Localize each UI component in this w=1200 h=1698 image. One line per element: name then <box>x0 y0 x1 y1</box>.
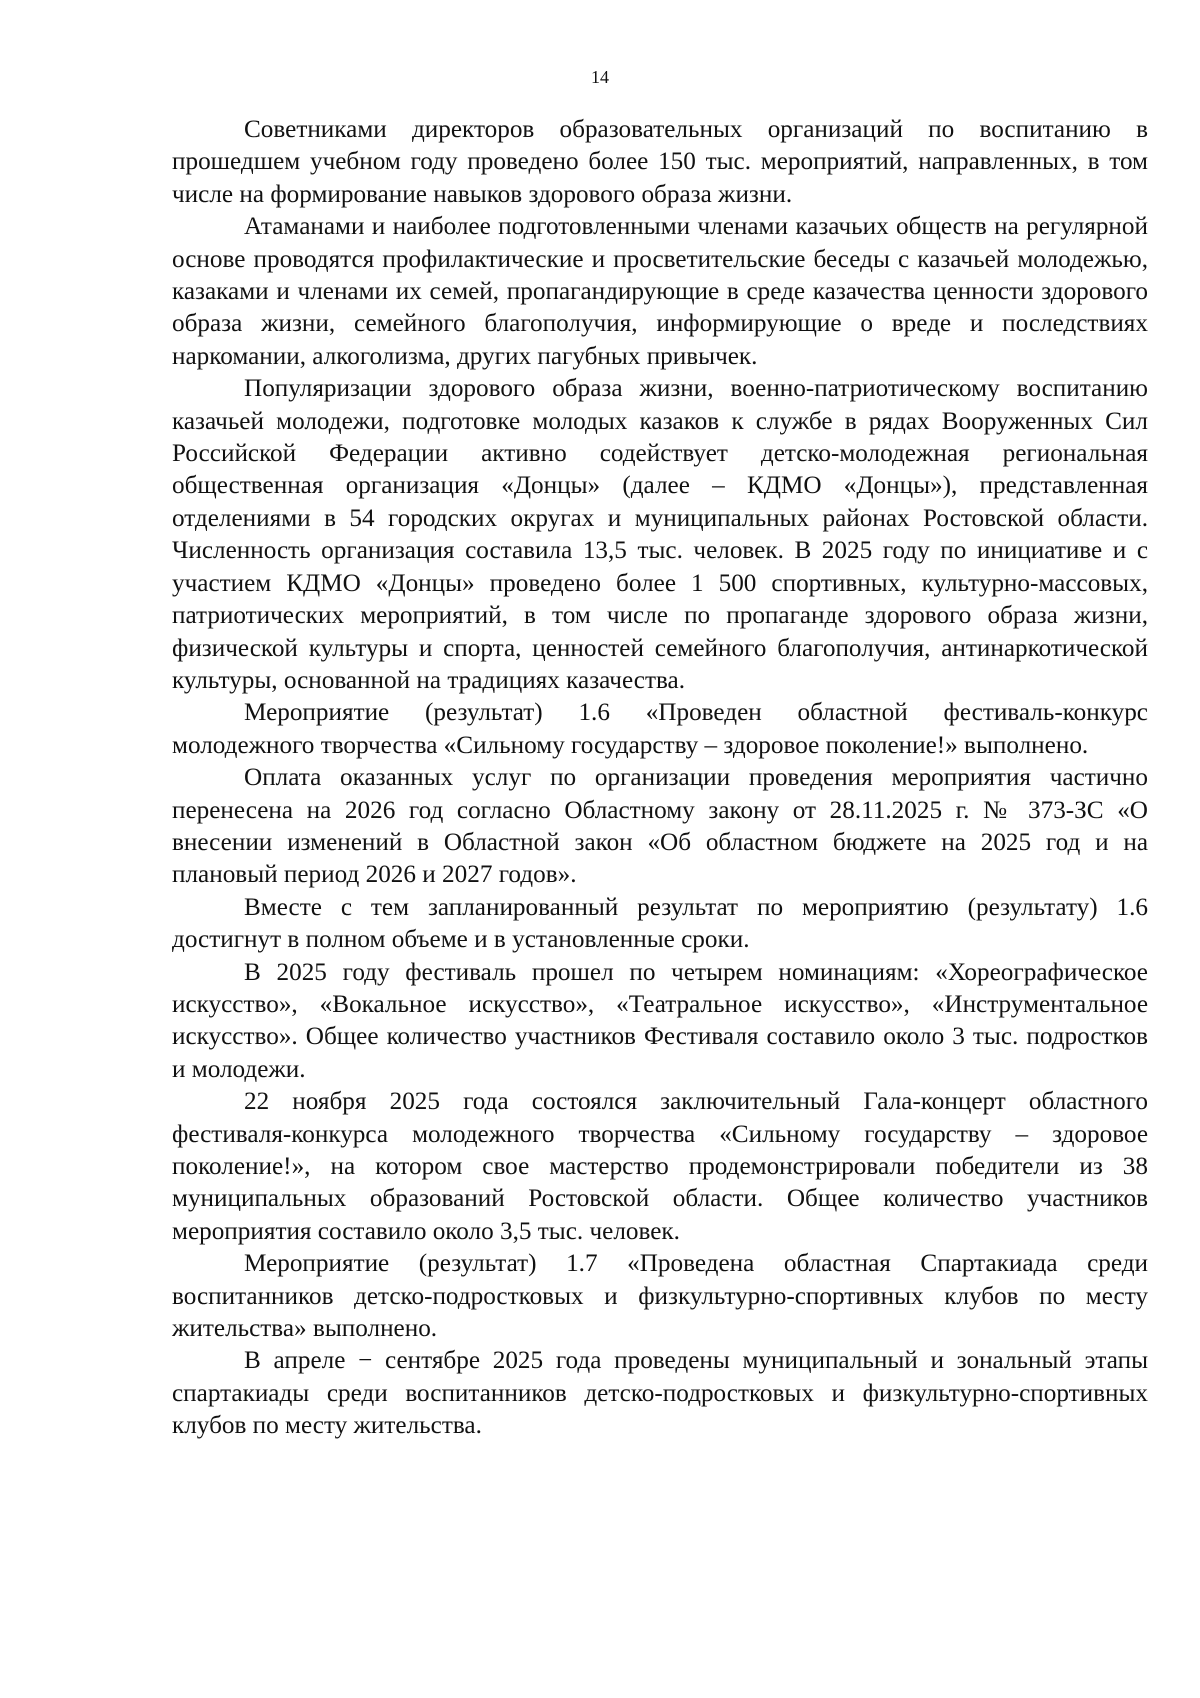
paragraph-gala-concert: 22 ноября 2025 года состоялся заключительный Гала-концерт областного фестиваля-конкурса молодежного творчества «Сильному государству – здоровое поколение!», на котором свое мастерство продемонстрировали победители из 38 муниципальных образований Ростовской области. Общее количество участников мероприятия составило около 3,5 тыс. человек. <box>172 1088 1148 1245</box>
page-number: 14 <box>591 67 609 87</box>
paragraph-result-achieved: Вместе с тем запланированный результат по мероприятию (результату) 1.6 достигнут в полном объеме и в установленные сроки. <box>172 893 1148 954</box>
paragraph-measure-1-6: Мероприятие (результат) 1.6 «Проведен областной фестиваль-конкурс молодежного творчества «Сильному государству – здоровое поколение!» выполнено. <box>172 699 1148 759</box>
paragraph-measure-1-7: Мероприятие (результат) 1.7 «Проведена областная Спартакиада среди воспитанников детско-подростковых и физкультурно-спортивных клубов по месту жительства» выполнено. <box>172 1250 1148 1343</box>
paragraph-kdmo-dontsy: Популяризации здорового образа жизни, военно-патриотическому воспитанию казачьей молодежи, подготовке молодых казаков к службе в рядах Вооруженных Сил Российской Федерации активно содействует детско-молодежная региональная общественная организация «Донцы» (далее – КДМО «Донцы»), представленная отделениями в 54 городских округах и муниципальных районах Ростовской области. Численность организация составила 13,5 тыс. человек. В 2025 году по инициативе и с участием КДМО «Донцы» проведено более 1 500 спортивных, культурно-массовых, патриотических мероприятий, в том числе по пропаганде здорового образа жизни, физической культуры и спорта, ценностей семейного благополучия, антинаркотической культуры, основанной на традициях казачества. <box>172 375 1148 694</box>
paragraph-payment-transfer: Оплата оказанных услуг по организации проведения мероприятия частично перенесена на 2026 год согласно Областному закону от 28.11.2025 г. № 373-ЗС «О внесении изменений в Областной закон «Об областном бюджете на 2025 год и на плановый период 2026 и 2027 годов». <box>172 764 1148 889</box>
paragraph-spartakiad-stages: В апреле − сентябре 2025 года проведены муниципальный и зональный этапы спартакиады среди воспитанников детско-подростковых и физкультурно-спортивных клубов по месту жительства. <box>172 1347 1148 1440</box>
document-body <box>172 114 1148 1443</box>
paragraph-festival-nominations: В 2025 году фестиваль прошел по четырем номинациям: «Хореографическое искусство», «Вокальное искусство», «Театральное искусство», «Инструментальное искусство». Общее количество участников Фестиваля составило около 3 тыс. подростков и молодежи. <box>172 958 1148 1083</box>
paragraph-school-advisors: Советниками директоров образовательных организаций по воспитанию в прошедшем учебном году проведено более 150 тыс. мероприятий, направленных, в том числе на формирование навыков здорового образа жизни. <box>172 116 1148 208</box>
paragraph-cossack-societies: Атаманами и наиболее подготовленными членами казачьих обществ на регулярной основе проводятся профилактические и просветительские беседы с казачьей молодежью, казаками и членами их семей, пропагандирующие в среде казачества ценности здорового образа жизни, семейного благополучия, информирующие о вреде и последствиях наркомании, алкоголизма, других пагубных привычек. <box>172 213 1148 370</box>
